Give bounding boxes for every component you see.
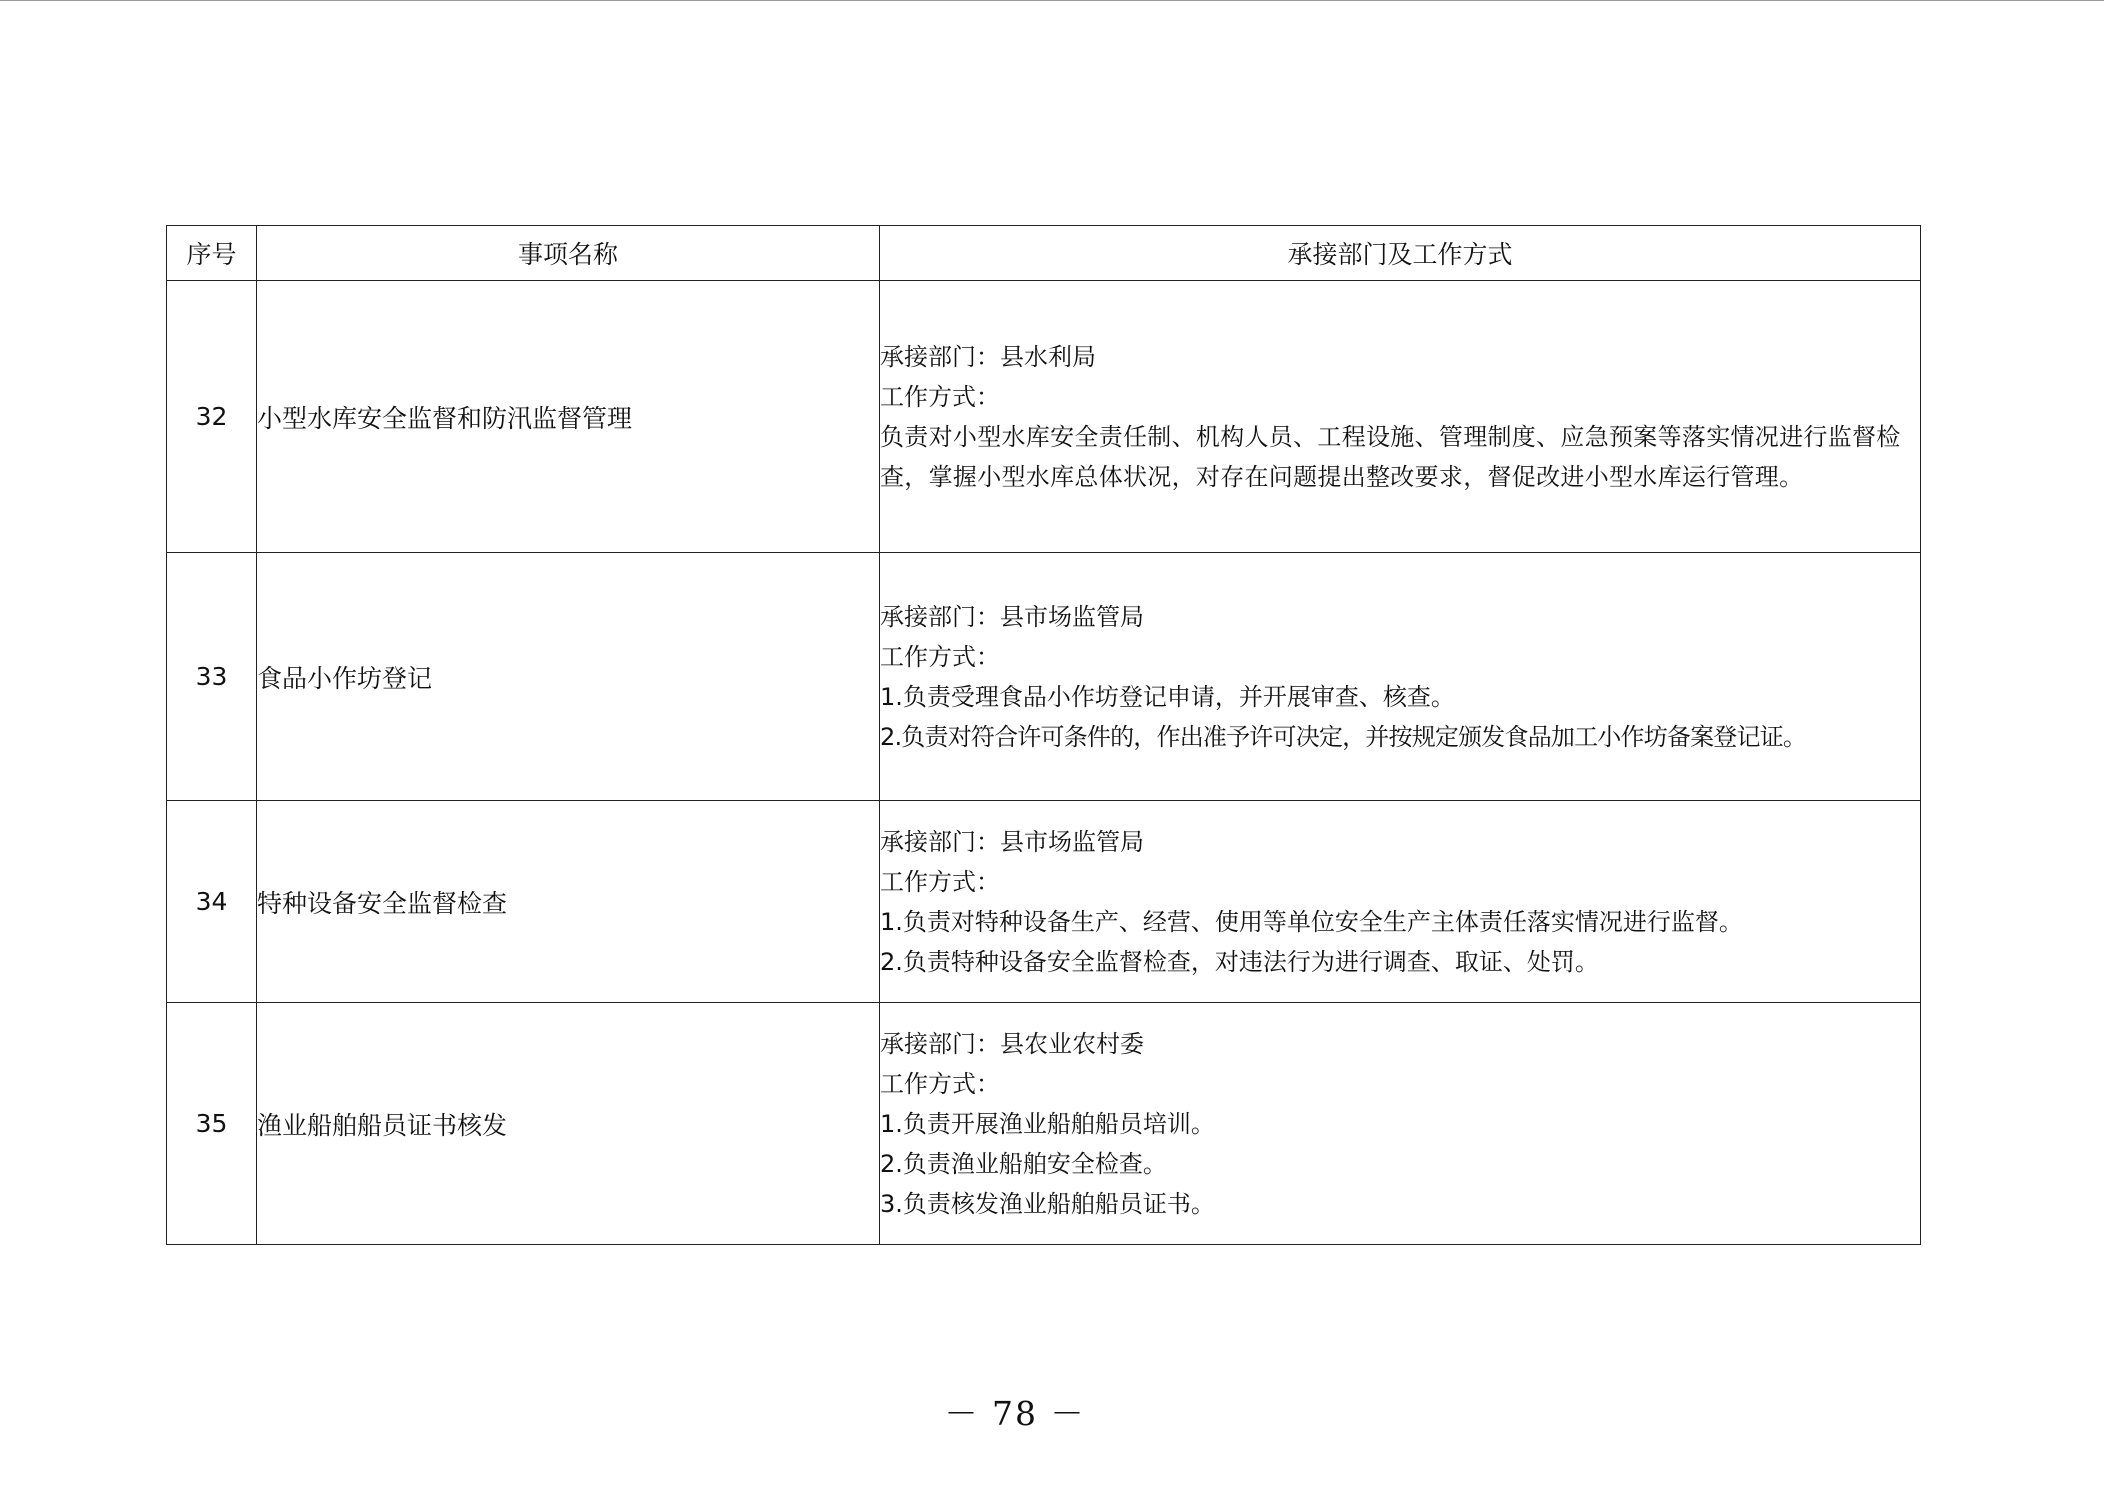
dept-line: 承接部门：县水利局 [880,342,1096,371]
dept-line: 承接部门：县市场监管局 [880,602,1144,631]
matters-table [166,225,1921,1245]
method-detail: 1.负责对特种设备生产、经营、使用等单位安全生产主体责任落实情况进行监督。 [880,907,1743,936]
table-row [167,1003,1921,1245]
dept-cell [880,553,1921,801]
method-label: 工作方式： [880,642,1000,671]
method-detail: 2.负责对符合许可条件的，作出准予许可决定，并按规定颁发食品加工小作坊备案登记证。 [880,722,1807,751]
table-row [167,553,1921,801]
method-detail: 3.负责核发渔业船舶船员证书。 [880,1189,1215,1218]
row-number: 35 [167,1003,257,1245]
item-name: 食品小作坊登记 [257,553,880,801]
item-name: 特种设备安全监督检查 [257,801,880,1003]
method-label: 工作方式： [880,867,1000,896]
method-detail: 1.负责受理食品小作坊登记申请，并开展审查、核查。 [880,682,1455,711]
table-row [167,801,1921,1003]
item-name: 渔业船舶船员证书核发 [257,1003,880,1245]
row-number: 34 [167,801,257,1003]
row-number: 32 [167,281,257,553]
table-header-row [167,226,1921,281]
dept-cell [880,1003,1921,1245]
dept-cell [880,281,1921,553]
dept-cell [880,801,1921,1003]
top-border-line [0,0,2104,1]
header-name: 事项名称 [257,226,880,281]
row-number: 33 [167,553,257,801]
dept-line: 承接部门：县农业农村委 [880,1029,1144,1058]
header-no: 序号 [167,226,257,281]
item-name: 小型水库安全监督和防汛监督管理 [257,281,880,553]
method-detail: 2.负责渔业船舶安全检查。 [880,1149,1167,1178]
method-label: 工作方式： [880,1069,1000,1098]
dept-line: 承接部门：县市场监管局 [880,827,1144,856]
method-detail: 负责对小型水库安全责任制、机构人员、工程设施、管理制度、应急预案等落实情况进行监督检查，掌握小型水库总体状况，对存在问题提出整改要求，督促改进小型水库运行管理。 [880,422,1901,491]
method-detail: 2.负责特种设备安全监督检查，对违法行为进行调查、取证、处罚。 [880,947,1599,976]
page-number: － 78 － [944,1394,1086,1433]
table-row [167,281,1921,553]
method-label: 工作方式： [880,382,1000,411]
header-dept: 承接部门及工作方式 [880,226,1921,281]
method-detail: 1.负责开展渔业船舶船员培训。 [880,1109,1215,1138]
